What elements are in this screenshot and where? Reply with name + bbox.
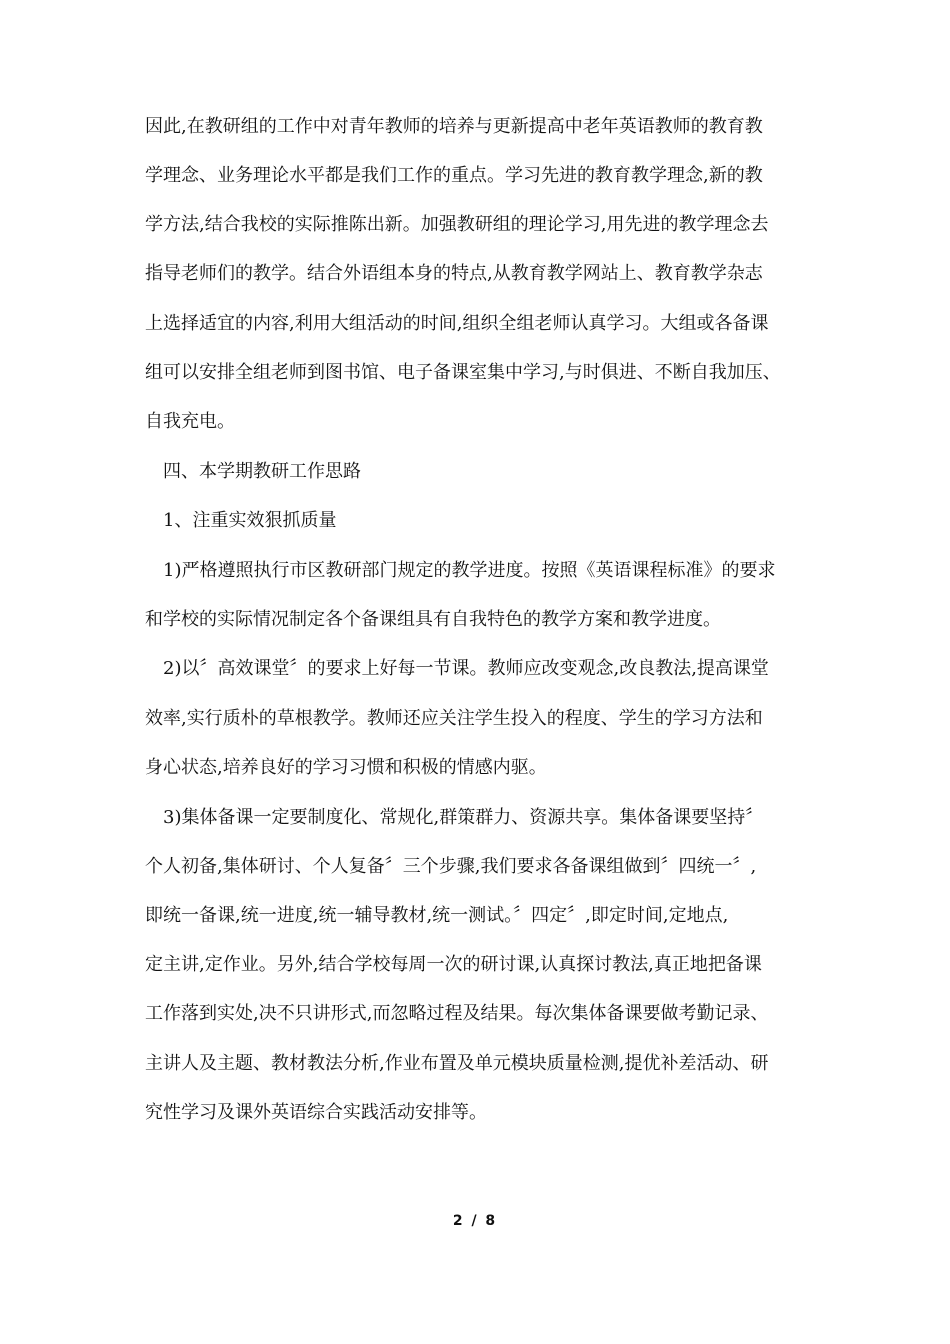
text-line: 工作落到实处,决不只讲形式,而忽略过程及结果。每次集体备课要做考勤记录、 [145,1003,769,1024]
text-line: 定主讲,定作业。另外,结合学校每周一次的研讨课,认真探讨教法,真正地把备课 [145,954,762,975]
text-line: 效率,实行质朴的草根教学。教师还应关注学生投入的程度、学生的学习方法和 [145,708,763,729]
section-heading: 四、本学期教研工作思路 [163,461,361,482]
text-line: 因此,在教研组的工作中对青年教师的培养与更新提高中老年英语教师的教育教 [145,116,763,137]
page-number: 2 / 8 [452,1213,498,1229]
text-line: 3)集体备课一定要制度化、常规化,群策群力、资源共享。集体备课要坚持〞 [163,807,764,828]
text-line: 学方法,结合我校的实际推陈出新。加强教研组的理论学习,用先进的教学理念去 [145,214,769,235]
text-line: 身心状态,培养良好的学习习惯和积极的情感内驱。 [145,757,547,778]
text-line: 究性学习及课外英语综合实践活动安排等。 [145,1102,487,1123]
text-line: 2)以〞高效课堂〞的要求上好每一节课。教师应改变观念,改良教法,提高课堂 [163,658,769,679]
text-line: 自我充电。 [145,411,235,432]
text-line: 主讲人及主题、教材教法分析,作业布置及单元模块质量检测,提优补差活动、研 [145,1053,769,1074]
text-line: 和学校的实际情况制定各个备课组具有自我特色的教学方案和教学进度。 [145,609,721,630]
text-line: 1)严格遵照执行市区教研部门规定的教学进度。按照《英语课程标准》的要求 [163,560,776,581]
text-line: 上选择适宜的内容,利用大组活动的时间,组织全组老师认真学习。大组或各备课 [145,313,769,334]
text-line: 个人初备,集体研讨、个人复备〞三个步骤,我们要求各备课组做到〞四统一〞, [145,856,757,877]
text-line: 组可以安排全组老师到图书馆、电子备课室集中学习,与时俱进、不断自我加压、 [145,362,781,383]
subsection-heading: 1、注重实效狠抓质量 [163,510,337,531]
text-line: 指导老师们的教学。结合外语组本身的特点,从教育教学网站上、教育教学杂志 [145,263,763,284]
text-line: 即统一备课,统一进度,统一辅导教材,统一测试。〞四定〞,即定时间,定地点, [145,905,729,926]
text-line: 学理念、业务理论水平都是我们工作的重点。学习先进的教育教学理念,新的教 [145,165,763,186]
